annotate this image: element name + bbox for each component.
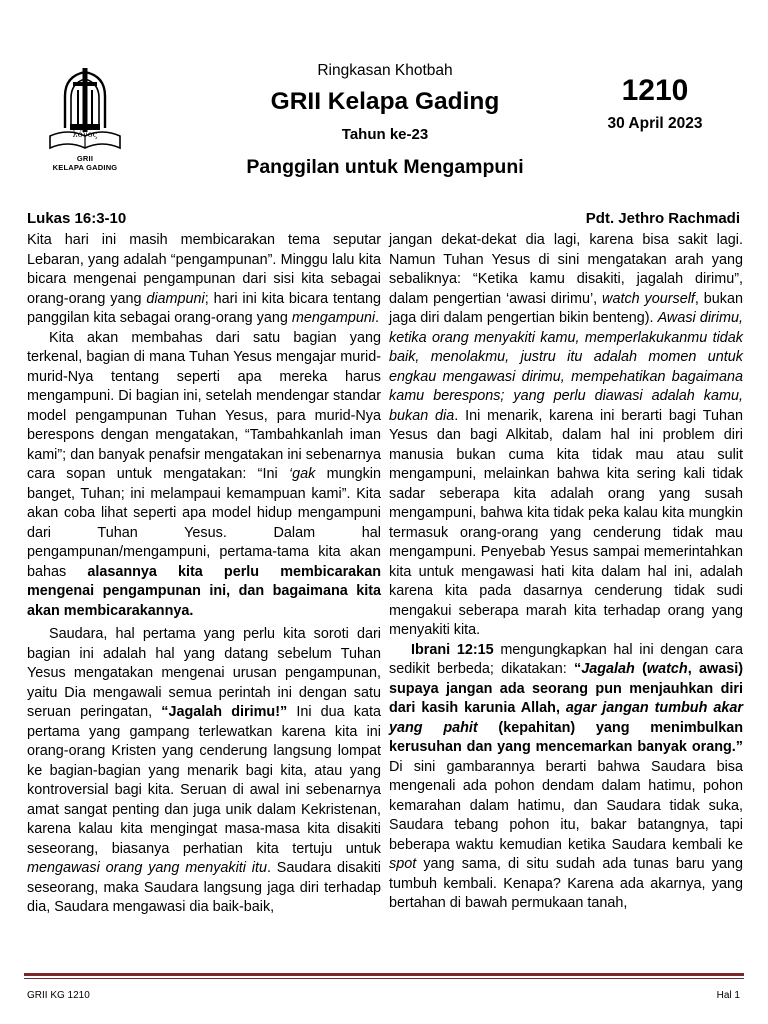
text-column-right: [389, 231, 743, 914]
text-run-bold: “Jagalah dirimu!”: [161, 704, 288, 720]
header-subtitle: Ringkasan Khotbah: [317, 62, 453, 79]
page-title: GRII Kelapa Gading: [270, 88, 500, 115]
church-logo: [40, 68, 130, 176]
cross-book-icon: [40, 68, 130, 152]
text-run-bold-italic: Jagalah: [581, 661, 635, 677]
paragraph: [389, 641, 743, 914]
text-run-bold: (: [634, 661, 647, 677]
text-run: Di sini gambarannya berarti bahwa Saudara bisa mengenali ada pohon dendam dalam hatimu, pohon kemarahan dalam hatimu, dan Saudara tidak suka, Saudara tebang pohon itu, bakar batangnya, tapi beberapa waktu kemudian ketika Saudara kembali ke: [389, 758, 743, 853]
text-run: , bukan jaga diri dalam pengertian bikin benteng).: [389, 290, 743, 326]
sermon-topic: Panggilan untuk Mengampuni: [246, 156, 524, 178]
text-run-bold: alasannya kita perlu membicarakan mengenai pengampunan ini, dan bagaimana kita akan membicarakannya.: [27, 563, 381, 619]
logo-line1: GRII: [76, 154, 94, 163]
speaker-name: Pdt. Jethro Rachmadi: [585, 210, 740, 227]
footer-divider-thin: [24, 978, 744, 979]
text-run-italic: mengampuni: [291, 310, 376, 326]
paragraph: [27, 625, 381, 918]
text-run: Kita hari ini masih membicarakan tema seputar Lebaran, yang adalah “pengampunan”. Minggu lalu kita bicara mengenai pengampunan dari sisi kita sebagai orang-orang yang: [27, 232, 381, 307]
page-number: Hal 1: [716, 990, 740, 1001]
footer-divider: [24, 973, 744, 976]
logo-greek-text: λόγος: [72, 130, 98, 139]
text-run-italic: mengawasi orang yang menyakiti itu: [27, 860, 267, 876]
text-run-bold: “: [574, 661, 582, 677]
text-run: Ini dua kata pertama yang gampang terlewatkan karena kita ini orang-orang Kristen yang cenderung langsung lompat ke bagian-bagian yang menarik bagi kita, atau yang kontroversial bagi kita. Seruan di awal ini sebenarnya amat sangat penting dan juga unik dalam Kekristenan, karena kalau kita mengingat masa-masa kita disakiti seseorang, biasanya perhatian kita tertuju untuk: [27, 704, 382, 857]
paragraph: [27, 329, 381, 622]
text-run-bold-italic: watch: [646, 661, 688, 677]
logo-line2: KELAPA GADING: [52, 163, 118, 172]
text-run: Saudara, hal pertama yang perlu kita soroti dari bagian ini adalah hal yang datang sebelum Tuhan Yesus mengatakan mengenai urusan pengampunan, yaitu Dia mengawali semua perintah ini dengan satu seruan peringatan,: [27, 626, 381, 720]
text-run-bold: Ibrani 12:15: [411, 641, 494, 658]
text-run-bold-italic: agar jangan tumbuh akar yang pahit: [389, 700, 743, 736]
text-run: mungkin banget, Tuhan; ini melampaui kemampuan kami”. Kita akan coba lihat seperti apa model hidup mengampuni dari Tuhan Yesus. Dalam hal pengampunan/mengampuni, pertama-tama kita akan bahas: [27, 466, 381, 580]
text-run: . Saudara disakiti seseorang, maka Saudara langsung jaga diri terhadap dia, Saudara mengawasi dia baik-baik,: [27, 860, 381, 915]
paragraph: [389, 231, 743, 641]
header-year: Tahun ke-23: [341, 126, 429, 143]
text-run-italic: diampuni: [146, 290, 205, 307]
text-run: jangan dekat-dekat dia lagi, karena bisa sakit lagi. Namun Tuhan Yesus di sini mengatakan arah yang sebaliknya: “Ketika kamu disakiti, jagalah dirimu”, dalam pengertian ‘awasi dirimu’,: [389, 232, 743, 307]
issue-date: 30 April 2023: [607, 115, 703, 132]
paragraph: [27, 231, 381, 329]
text-run-italic: watch yourself: [602, 290, 695, 307]
text-run: yang sama, di situ sudah ada tunas baru yang tumbuh kembali. Kenapa? Karena ada akarnya, yang bertahan di bawah permukaan tanah,: [389, 856, 743, 911]
text-run-italic: ‘gak: [288, 466, 316, 482]
footer-left: GRII KG 1210: [27, 990, 90, 1001]
text-run-bold: (kepahitan) yang menimbulkan kerusuhan dan yang mencemarkan banyak orang.”: [389, 719, 743, 755]
text-run: Kita akan membahas dari satu bagian yang terkenal, bagian di mana Tuhan Yesus mengajar murid-murid-Nya tentang seperti apa mereka harus mengampuni. Di bagian ini, setelah mendengar standar model pengampunan Tuhan Yesus, para murid-Nya berespons dengan mengatakan, “Tambahkanlah iman kami”; dan banyak penafsir mengatakan ini sebenarnya cara sopan untuk mengatakan: “Ini: [27, 329, 381, 482]
text-run: ; hari ini kita bicara tentang panggilan kita sebagai orang-orang yang: [27, 290, 381, 326]
text-column-left: [27, 231, 381, 918]
text-run-bold: , awasi) supaya jangan ada seorang pun menjauhkan diri dari kasih karunia Allah,: [389, 661, 743, 716]
text-run-italic: spot: [389, 856, 417, 872]
text-run-italic: Awasi dirimu, ketika orang menyakiti kamu, memperlakukanmu tidak baik, menolakmu, justru itu adalah momen untuk engkau mengawasi dirimu, mempehatikan bagaimana kamu berespons; yang perlu diawasi adalah kamu, bukan dia: [389, 310, 743, 424]
text-run: .: [375, 310, 380, 326]
scripture-passage: Lukas 16:3-10: [27, 210, 127, 227]
text-run: . Ini menarik, karena ini berarti bagi Tuhan Yesus dan bagi Alkitab, dalam hal ini problem diri manusia bukan cuma kita tidak mau atau sulit mengampuni, melainkan bahwa kita sering kali tidak sadar seberapa kita adalah orang yang susah mengampuni, bahwa kita tidak peka kalau kita mungkin termasuk orang-orang yang cenderung tidak mau mengampuni. Penyebab Yesus sampai memerintahkan kita untuk mengawasi hati kita dalam hal ini, adalah karena kita pada dasarnya cenderung tidak sudi mengakui seberapa marah kita terhadap orang yang menyakiti kita.: [389, 407, 743, 638]
text-run: mengungkapkan hal ini dengan cara sedikit berbeda; dikatakan:: [389, 641, 743, 677]
issue-number: 1210: [621, 74, 689, 107]
